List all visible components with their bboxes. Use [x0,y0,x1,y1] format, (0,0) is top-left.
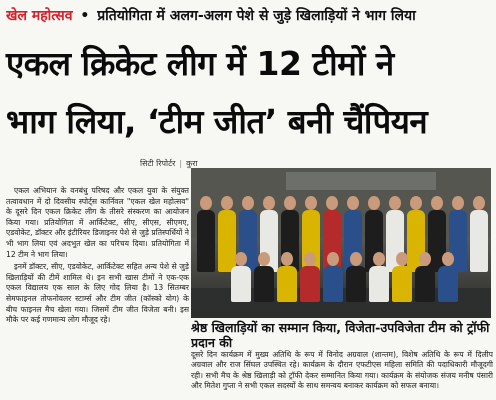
person-figure [323,266,343,302]
person-figure [392,266,412,302]
person-head [350,252,362,266]
person-head [326,196,338,210]
person-figure [197,210,215,272]
section-tag: खेल महोत्सव [6,8,73,24]
person-figure [470,210,488,272]
person-head [200,196,212,210]
headline-line-1: एकल क्रिकेट लीग में 12 टीमों ने [6,44,394,83]
caption-title: श्रेष्ठ खिलाड़ियों का सम्मान किया, विजेता-उपविजेता टीम को ट्रॉफी प्रदान की [191,320,490,350]
person-figure [231,266,251,302]
person-head [368,196,380,210]
person-head [258,252,270,266]
byline-separator: | [179,159,183,168]
person-figure [346,266,366,302]
person-head [419,252,431,266]
person-head [281,252,293,266]
byline-reporter: सिटी रिपोर्टर [140,159,176,168]
byline-city: कुरा [186,159,198,168]
person-head [305,196,317,210]
person-head [442,252,454,266]
headline-line-2: भाग लिया, ‘टीम जीत’ बनी चैंपियन [6,102,428,141]
person-head [452,196,464,210]
person-figure [369,266,389,302]
person-figure [277,266,297,302]
person-head [431,196,443,210]
article-body [6,186,189,398]
person-head [327,252,339,266]
article-paragraph: इनमें डॉक्टर, सीए, एडवोकेट, आर्किटेक्ट सहित अन्य पेशे से जुड़े खिलाड़ियों की टीमें शामिल थे। इन सभी खास टीमों ने एक-एक एकल विद्यालय एक साल के लिए गोद लिया है। 13 सितम्बर सेमफाइनल तोफनोवलर स्टार्म्स और टीम जीत (कॉस्को योग) के बीच फाइनल मैच खेला गया। जिसमें टीम जीत विजेता बनी। इस मौके पर कई गणमान्य लोग मौजूद रहे। [6,262,189,325]
person-head [396,252,408,266]
person-figure [438,266,458,302]
person-head [304,252,316,266]
person-figure [254,266,274,302]
person-figure [415,266,435,302]
person-figure [218,210,236,272]
person-head [284,196,296,210]
kicker-text: प्रतियोगिता में अलग-अलग पेशे से जुड़े खिलाड़ियों ने भाग लिया [97,8,416,24]
person-head [235,252,247,266]
byline [140,158,198,169]
person-head [263,196,275,210]
person-head [373,252,385,266]
kicker-line [6,4,490,28]
person-head [242,196,254,210]
person-head [410,196,422,210]
person-head [473,196,485,210]
photo-caption [191,320,493,398]
team-group-photo [191,168,491,318]
photo-banner [286,172,436,190]
person-figure [300,266,320,302]
person-head [347,196,359,210]
person-head [221,196,233,210]
caption-body: दूसरे दिन कार्यक्रम में मुख्य अतिथि के रूप में विनोद अग्रवाल (शान्तम), विशेष अतिथि के रूप में दिलीप अग्रवाल और राज सिंघल उपस्थित रहे। कार्यक्रम के दौरान एफटीएस महिला समिति की पदाधिकारी मौजूदगी रही। सभी मैच के श्रेष्ठ खिलाड़ी को ट्रॉफी देकर सम्मानित किया गया। कार्यक्रम के संयोजक संजय मनीष पंसारी और मितेश गुप्ता ने सभी एकल सदस्यों के साथ समन्वय बनाकर कार्यक्रम को सफल बनाया। [191,350,493,391]
person-head [389,196,401,210]
article-paragraph: एकल अभियान के वनबंधु परिषद और एकल युवा के संयुक्त तत्वावधान में दो दिवसीय स्पोर्ट्स कार्निवल "एकल खेल महोत्सव" के दूसरे दिन एकल क्रिकेट लीग के तीसरे संस्करण का आयोजन किया गया। प्रतियोगिता में आर्किटेक्ट, सीए, सीएस, सीएमए, एडवोकेट, डॉक्टर और इंटीरियर डिजाइनर पेशे से जुड़े प्रतिस्पर्धियों ने भी भाग लिया एवं अदभुत खेल का परिचय दिया। प्रतियोगिता में 12 टीम ने भाग लिया। [6,186,189,259]
kicker-bullet: • [80,8,90,24]
